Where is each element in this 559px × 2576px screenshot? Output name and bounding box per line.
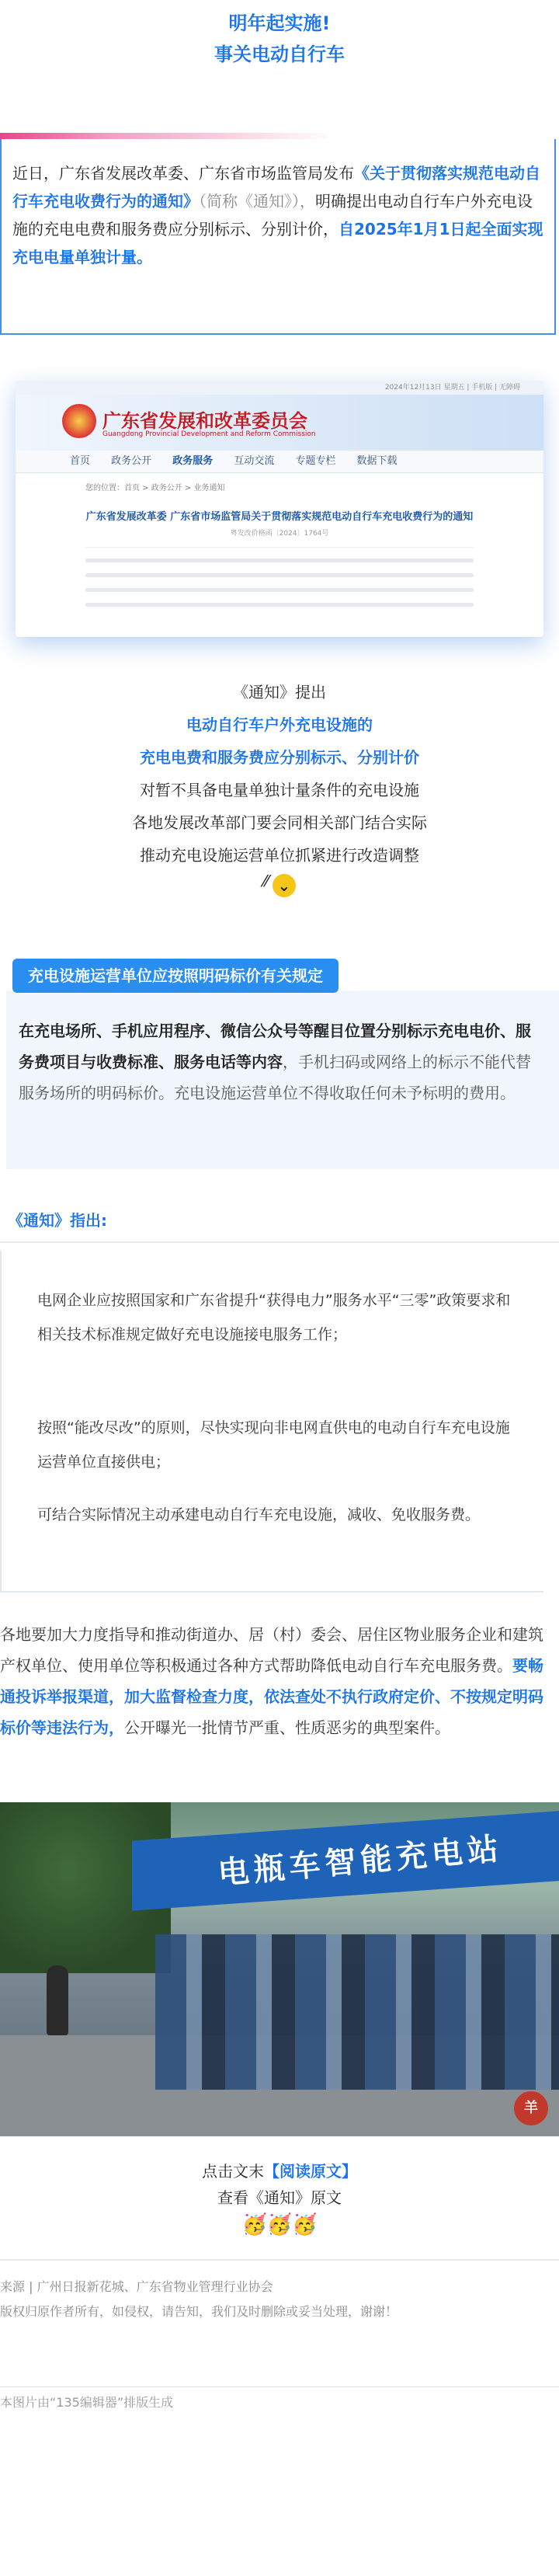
point-marker xyxy=(0,1283,9,1311)
gradient-divider xyxy=(0,133,559,139)
para-post: 公开曝光一批情节严重、性质恶劣的典型案件。 xyxy=(124,1718,450,1737)
divider-line xyxy=(0,1241,559,1243)
chevron-down-icon: ⌄ xyxy=(273,874,296,897)
headline-line-2: 事关电动自行车 xyxy=(214,44,345,65)
headline xyxy=(0,8,559,70)
intro-abbr: （简称《通知》）， xyxy=(199,192,315,211)
intro-mid: 明确提出电动自行车户外充电设施的充电电费和服务费应分别标示、分别计价， xyxy=(12,192,533,238)
down-arrow-decoration xyxy=(0,874,559,897)
website-screenshot xyxy=(16,381,543,637)
text-placeholder xyxy=(85,573,474,577)
read-line-1 xyxy=(0,2158,559,2184)
summary-line: 各地发展改革部门要会同相关部门结合实际 xyxy=(132,813,427,832)
party-face-icon: 🥳🥳🥳 xyxy=(241,2213,318,2237)
point-item xyxy=(37,1411,519,1479)
point-item xyxy=(37,1283,519,1352)
site-title: 广东省发展和改革委员会 xyxy=(102,410,307,432)
site-subtitle: Guangdong Provincial Development and Reform Commission xyxy=(102,430,316,438)
para-pre: 各地要加大力度指导和推动街道办、居（村）委会、居住区物业服务企业和建筑产权单位、使用单位等积极通过各种方式帮助降低电动自行车充电服务费。 xyxy=(0,1625,543,1675)
section-tag: 充电设施运营单位应按照明码标价有关规定 xyxy=(12,959,339,993)
emblem-icon xyxy=(62,404,96,438)
pricing-section-box xyxy=(6,990,559,1169)
enforcement-paragraph xyxy=(0,1619,553,1743)
points-box xyxy=(0,1251,543,1593)
sparkle-icon: ⁄⁄ xyxy=(263,872,269,890)
read-pre: 点击文末 xyxy=(202,2162,264,2181)
nav-item: 政务公开 xyxy=(111,455,152,467)
point-text: 按照“能改尽改”的原则，尽快实现向非电网直供电的电动自行车充电设施运营单位直接供电； xyxy=(37,1419,510,1471)
point-text: 电网企业应按照国家和广东省提升“获得电力”服务水平“三零”政策要求和相关技术标准规定做好充电设施接电服务工作； xyxy=(37,1292,511,1343)
source-block xyxy=(0,2259,559,2324)
nav-item: 首页 xyxy=(70,455,91,467)
point-marker xyxy=(0,1498,9,1526)
pricing-strong: 在充电场所、手机应用程序、微信公众号等醒目位置分别标示充电电价、服务费项目与收费标准、服务电话等内容 xyxy=(19,1022,531,1071)
text-placeholder xyxy=(85,588,474,592)
pricing-section-text xyxy=(19,1015,545,1109)
notice-summary xyxy=(0,676,559,872)
editor-credit: 本图片由“135编辑器”排版生成 xyxy=(0,2395,174,2410)
copyright-line: 版权归原作者所有，如侵权，请告知，我们及时删除或妥当处理，谢谢！ xyxy=(0,2304,398,2319)
text-placeholder xyxy=(85,559,474,562)
screenshot-banner xyxy=(16,395,543,451)
watermark-logo: 羊 xyxy=(514,2091,548,2125)
canopy-sign: 电瓶车智能充电站 xyxy=(217,1831,505,1892)
text-placeholder xyxy=(85,603,474,607)
nav-item: 数据下载 xyxy=(356,455,398,467)
read-original-link[interactable]: 【阅读原文】 xyxy=(264,2162,357,2181)
read-original xyxy=(0,2158,559,2239)
notice-link[interactable]: 《关于贯彻落实规范电动自行车充电收费行为的通知》 xyxy=(12,164,540,211)
screenshot-topbar: 2024年12月13日 星期五 | 手机版 | 无障碍 xyxy=(16,381,543,395)
intro-pre: 近日，广东省发展改革委、广东省市场监管局发布 xyxy=(12,164,354,183)
summary-line: 电动自行车户外充电设施的 xyxy=(186,715,373,734)
headline-line-1: 明年起实施! xyxy=(228,12,331,34)
screenshot-article-title: 广东省发展改革委 广东省市场监管局关于贯彻落实规范电动自行车充电收费行为的通知 xyxy=(85,511,474,523)
point-marker xyxy=(0,1411,9,1439)
read-line-2: 查看《通知》原文 xyxy=(217,2188,342,2207)
summary-line: 充电电费和服务费应分别标示、分别计价 xyxy=(140,748,419,767)
nav-item: 互动交流 xyxy=(234,455,275,467)
parked-bikes xyxy=(155,1934,559,2090)
point-item xyxy=(37,1498,519,1532)
nav-item: 专题专栏 xyxy=(295,455,336,467)
intro-text xyxy=(12,159,543,271)
pricing-rest: ，手机扫码或网络上的标示不能代替服务场所的明码标价。充电设施运营单位不得收取任何未予标明的费用。 xyxy=(19,1053,531,1102)
nav-item: 政务服务 xyxy=(172,455,214,467)
pedestrian xyxy=(47,1965,68,2035)
credit-divider xyxy=(0,2386,559,2387)
screenshot-meta: 粤发改价格函〔2024〕1764号 xyxy=(85,527,474,548)
source-line: 来源 | 广州日报新花城、广东省物业管理行业协会 xyxy=(0,2279,273,2294)
intro-box xyxy=(0,139,556,335)
screenshot-nav xyxy=(16,451,543,473)
para-strong: 要畅通投诉举报渠道，加大监督检查力度，依法查处不执行政府定价、不按规定明码标价等违法行为， xyxy=(0,1656,543,1737)
summary-line: 推动充电设施运营单位抓紧进行改造调整 xyxy=(140,846,419,865)
screenshot-breadcrumb: 您的位置：首页 > 政务公开 > 业务通知 xyxy=(85,484,225,493)
intro-key: 自2025年1月1日起全面实现充电电量单独计量。 xyxy=(12,220,543,266)
points-title: 《通知》指出: xyxy=(8,1211,107,1230)
summary-line: 对暂不具备电量单独计量条件的充电设施 xyxy=(140,781,419,799)
charging-station-photo xyxy=(0,1802,559,2136)
summary-line: 《通知》提出 xyxy=(233,683,326,701)
point-text: 可结合实际情况主动承建电动自行车充电设施，减收、免收服务费。 xyxy=(37,1506,481,1523)
